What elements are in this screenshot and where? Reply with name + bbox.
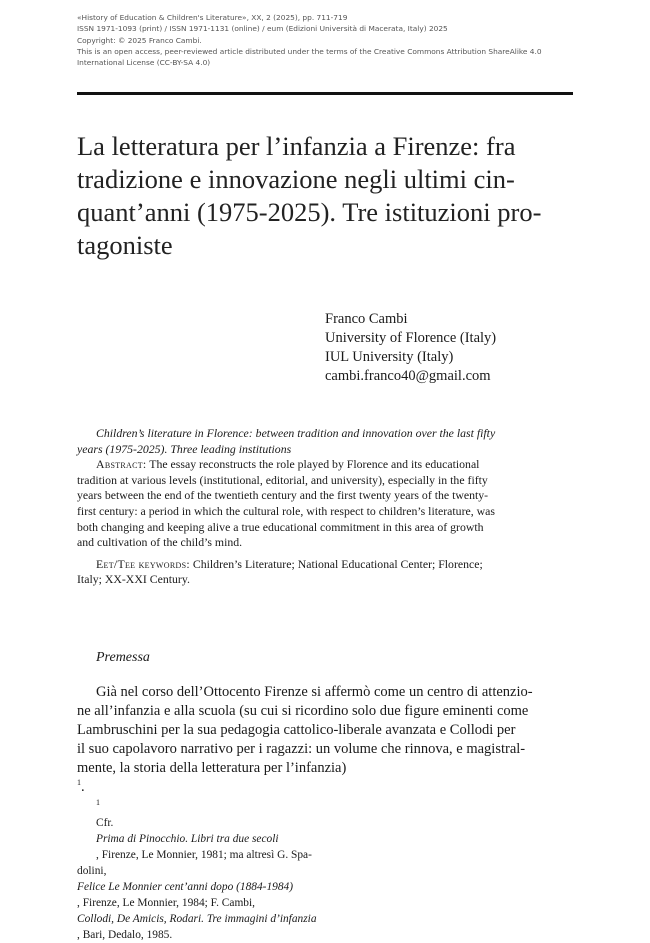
footnote-line bbox=[77, 911, 573, 943]
footnote-text: , Bari, Dedalo, 1985. bbox=[77, 929, 173, 941]
abstract-line: both changing and keeping alive a true educational commitment in this area of growth bbox=[77, 519, 484, 534]
body-line: Già nel corso dell’Ottocento Firenze si affermò come un centro di attenzio- bbox=[96, 684, 533, 700]
abstract-line: years between the end of the twentieth century and the first twenty years of the twenty- bbox=[77, 488, 489, 503]
keywords-line: Italy; XX-XXI Century. bbox=[77, 572, 190, 587]
keywords-label: Eet/Tee keywords: bbox=[96, 556, 190, 571]
footnote-text: dolini, bbox=[77, 865, 107, 877]
body-line: il suo capolavoro narrativo per i ragazzi: un volume che rinnova, e magistral- bbox=[77, 741, 526, 757]
abstract-line-text: The essay reconstructs the role played by Florence and its educational bbox=[149, 457, 480, 472]
footnote-book-title: Collodi, De Amicis, Rodari. Tre immagini d’infanzia bbox=[77, 913, 317, 925]
abstract-line: and cultivation of the child’s mind. bbox=[77, 535, 243, 550]
journal-header bbox=[77, 12, 577, 68]
english-title bbox=[77, 426, 573, 457]
header-line: Copyright: © 2025 Franco Cambi. bbox=[77, 35, 202, 45]
abstract-label: Abstract: bbox=[96, 457, 147, 472]
footnote-text: Cfr. bbox=[96, 817, 114, 829]
footnote bbox=[77, 799, 573, 943]
author-affiliation: University of Florence (Italy) bbox=[325, 330, 497, 346]
abstract-line: first century: a period in which the cultural role, with respect to children’s literature, was bbox=[77, 503, 495, 518]
footnote-book-title: Prima di Pinocchio. Libri tra due secoli bbox=[96, 833, 279, 845]
author-email[interactable]: cambi.franco40@gmail.com bbox=[325, 368, 491, 384]
header-rule bbox=[77, 92, 573, 95]
english-title-line: years (1975-2025). Three leading institutions bbox=[77, 441, 292, 456]
keywords-text: Children’s Literature; National Educational Center; Florence; bbox=[192, 556, 483, 571]
header-line: «History of Education & Children's Literature», XX, 2 (2025), pp. 711-719 bbox=[77, 13, 348, 22]
body-line-text: mente, la storia della letteratura per l’infanzia) bbox=[77, 760, 347, 776]
body-paragraph bbox=[77, 683, 573, 797]
header-line: ISSN 1971-1093 (print) / ISSN 1971-1131 (online) / eum (Edizioni Università di Macerata, Italy) 2025 bbox=[77, 24, 448, 34]
title-line: tradizione e innovazione negli ultimi cin- bbox=[77, 164, 515, 194]
author-block bbox=[325, 310, 575, 386]
title-line: tagoniste bbox=[77, 230, 173, 260]
footnote-line bbox=[77, 799, 573, 863]
english-title-line: Children’s literature in Florence: between tradition and innovation over the last fifty bbox=[96, 426, 496, 440]
keywords bbox=[77, 557, 573, 588]
footnote-number: 1 bbox=[96, 798, 100, 808]
article-title bbox=[77, 130, 577, 262]
footnote-text: , Firenze, Le Monnier, 1981; ma altresì G. Spa- bbox=[96, 849, 312, 861]
body-line: ne all’infanzia e alla scuola (su cui si ricordino solo due figure eminenti come bbox=[77, 703, 529, 719]
abstract bbox=[77, 457, 573, 551]
author-name: Franco Cambi bbox=[325, 311, 408, 327]
section-heading: Premessa bbox=[96, 650, 150, 665]
footnote-book-title: Felice Le Monnier cent’anni dopo (1884-1984) bbox=[77, 881, 294, 893]
abstract-block bbox=[77, 426, 573, 588]
title-line: La letteratura per l’infanzia a Firenze: fra bbox=[77, 131, 516, 161]
title-line: quant’anni (1975-2025). Tre istituzioni pro- bbox=[77, 197, 542, 227]
body-line-last: mente, la storia della letteratura per l’infanzia) $^1$. bbox=[77, 759, 573, 797]
footnote-line bbox=[77, 863, 573, 911]
abstract-line bbox=[77, 457, 573, 473]
author-affiliation: IUL University (Italy) bbox=[325, 349, 454, 365]
footnote-text: , Firenze, Le Monnier, 1984; F. Cambi, bbox=[77, 897, 256, 909]
header-line: International License (CC-BY-SA 4.0) bbox=[77, 58, 211, 68]
abstract-line: tradition at various levels (institutional, editorial, and university), especially in the fifty bbox=[77, 472, 488, 487]
footnote-reference[interactable]: 1 bbox=[77, 778, 81, 788]
keywords-line bbox=[77, 557, 573, 573]
body-line: Lambruschini per la sua pedagogia cattolico-liberale avanzata e Collodi per bbox=[77, 722, 516, 738]
header-line: This is an open access, peer-reviewed article distributed under the terms of the Creative Commons Attribution ShareAlike 4.0 bbox=[77, 46, 542, 56]
